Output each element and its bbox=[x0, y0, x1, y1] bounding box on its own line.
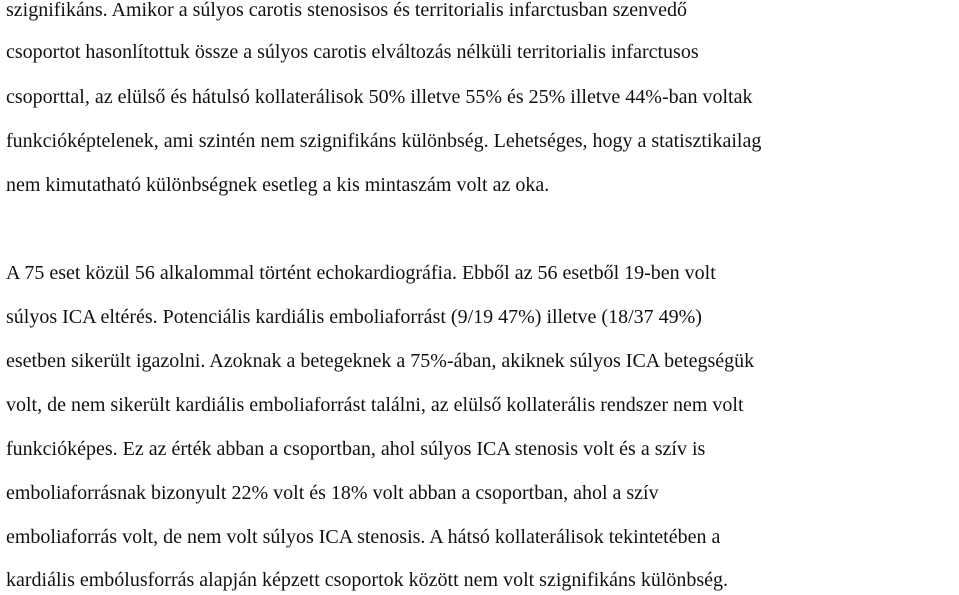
text-line: funkcióképtelenek, ami szintén nem szignifikáns különbség. Lehetséges, hogy a statisztikailag bbox=[6, 130, 762, 152]
text-line: emboliaforrás volt, de nem volt súlyos ICA stenosis. A hátsó kollaterálisok tekintetében a bbox=[6, 526, 721, 548]
text-line: súlyos ICA eltérés. Potenciális kardiális emboliaforrást (9/19 47%) illetve (18/37 49%) bbox=[6, 306, 702, 328]
text-line: esetben sikerült igazolni. Azoknak a betegeknek a 75%-ában, akiknek súlyos ICA betegségük bbox=[6, 350, 755, 372]
text-line: emboliaforrásnak bizonyult 22% volt és 18% volt abban a csoportban, ahol a szív bbox=[6, 482, 659, 504]
text-line: A 75 eset közül 56 alkalommal történt echokardiográfia. Ebből az 56 esetből 19-ben volt bbox=[6, 262, 716, 284]
text-line: csoportot hasonlítottuk össze a súlyos carotis elváltozás nélküli territorialis infarctusos bbox=[6, 41, 699, 63]
text-line: kardiális embólusforrás alapján képzett csoportok között nem volt szignifikáns különbség. bbox=[6, 569, 729, 591]
text-line: szignifikáns. Amikor a súlyos carotis stenosisos és territorialis infarctusban szenvedő bbox=[6, 0, 687, 21]
text-line: nem kimutatható különbségnek esetleg a kis mintaszám volt az oka. bbox=[6, 174, 550, 196]
text-line: volt, de nem sikerült kardiális emboliaforrást találni, az elülső kollaterális rendszer nem volt bbox=[6, 394, 744, 416]
text-line: csoporttal, az elülső és hátulsó kollaterálisok 50% illetve 55% és 25% illetve 44%-ban voltak bbox=[6, 86, 753, 108]
text-line: funkcióképes. Ez az érték abban a csoportban, ahol súlyos ICA stenosis volt és a szív is bbox=[6, 438, 706, 460]
